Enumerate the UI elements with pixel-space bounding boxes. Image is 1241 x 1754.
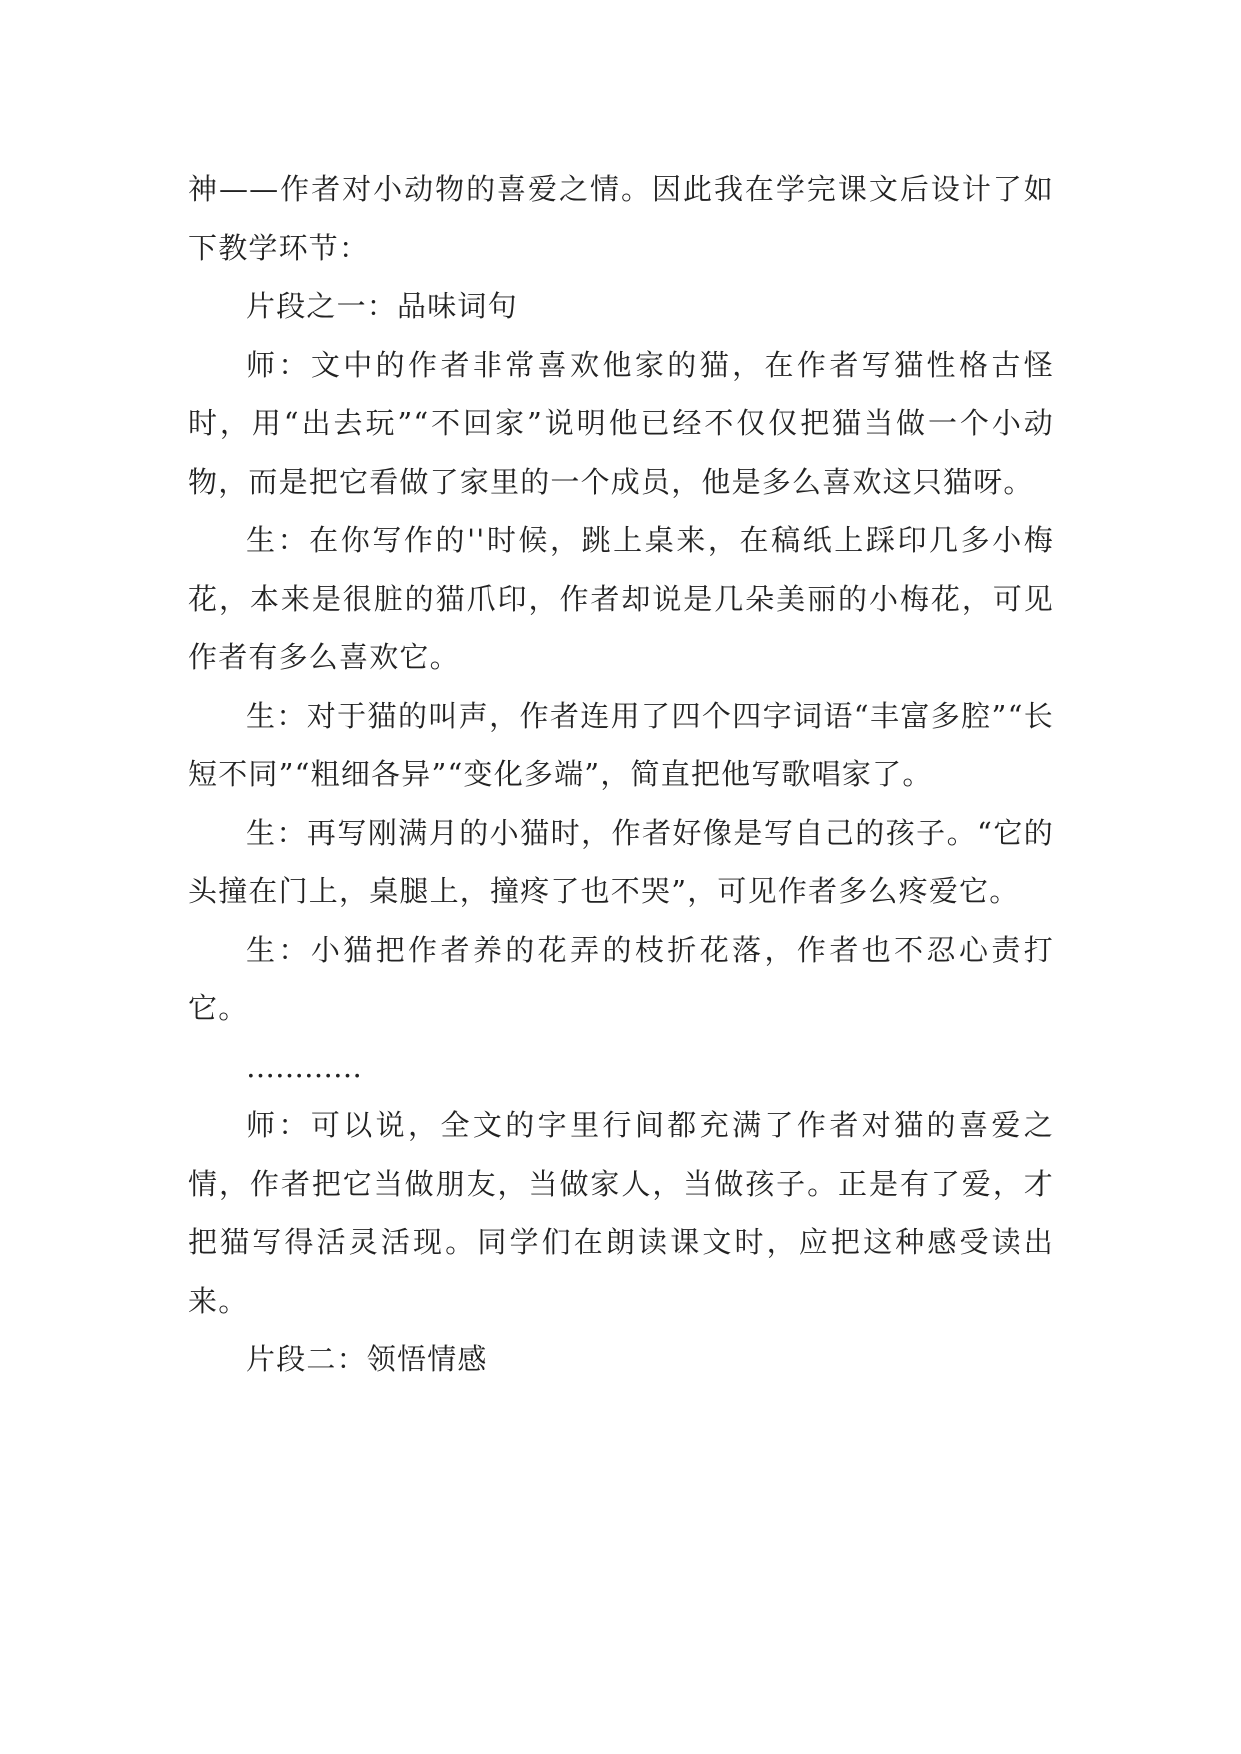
section-heading-2: 片段二：领悟情感 xyxy=(246,1342,488,1376)
paragraph-teacher-1: 师：文中的作者非常喜欢他家的猫，在作者写猫性格古怪时，用“出去玩”“不回家”说明他已经不仅仅把猫当做一个小动物，而是把它看做了家里的一个成员，他是多么喜欢这只猫呀。 xyxy=(188,347,1054,499)
paragraph-student-2: 生：对于猫的叫声，作者连用了四个四字词语“丰富多腔”“长短不同”“粗细各异”“变化多端”，简直把他写歌唱家了。 xyxy=(188,698,1054,791)
paragraph-student-1: 生：在你写作的''时候，跳上桌来，在稿纸上踩印几多小梅花，本来是很脏的猫爪印，作者却说是几朵美丽的小梅花，可见作者有多么喜欢它。 xyxy=(188,523,1054,674)
paragraph-teacher-2: 师：可以说，全文的字里行间都充满了作者对猫的喜爱之情，作者把它当做朋友，当做家人，当做孩子。正是有了爱，才把猫写得活灵活现。同学们在朗读课文时，应把这种感受读出来。 xyxy=(188,1108,1054,1318)
document-body xyxy=(188,160,1054,1389)
paragraph-intro: 神——作者对小动物的喜爱之情。因此我在学完课文后设计了如下教学环节： xyxy=(188,172,1054,265)
ellipsis: ………… xyxy=(246,1049,362,1084)
paragraph-student-4: 生：小猫把作者养的花弄的枝折花落，作者也不忍心责打它。 xyxy=(188,932,1054,1025)
paragraph-student-3: 生：再写刚满月的小猫时，作者好像是写自己的孩子。“它的头撞在门上，桌腿上，撞疼了也不哭”，可见作者多么疼爱它。 xyxy=(188,815,1054,908)
section-heading-1: 片段之一：品味词句 xyxy=(246,289,518,323)
